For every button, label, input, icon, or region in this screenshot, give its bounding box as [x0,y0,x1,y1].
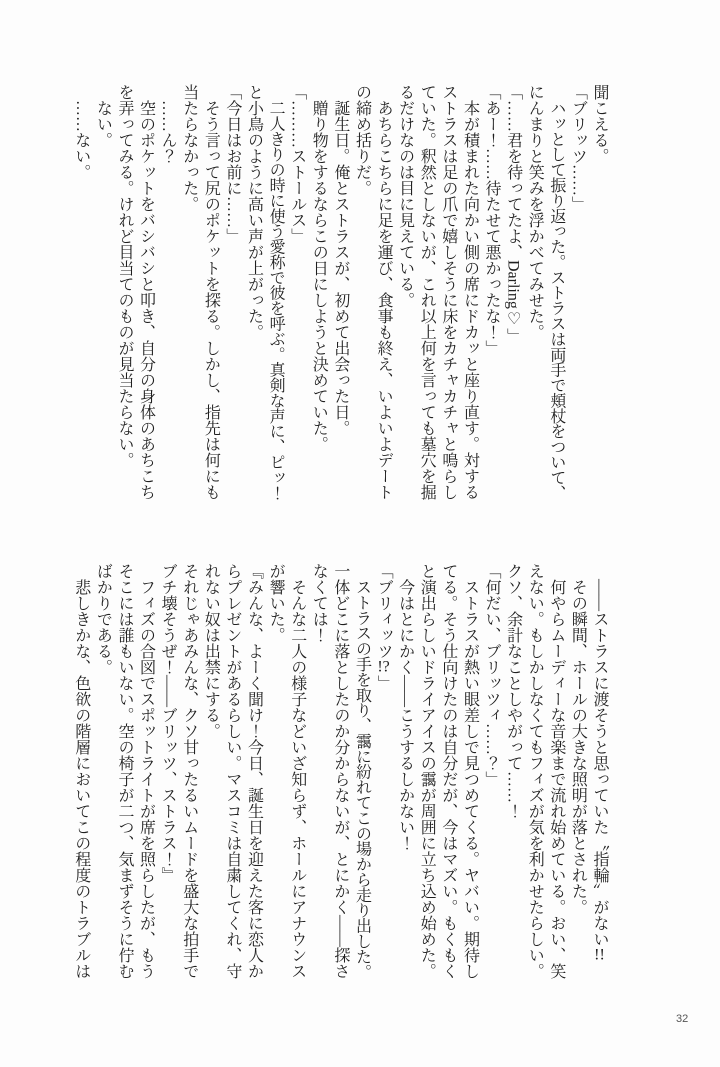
text-column: なくては！ [310,563,328,643]
text-column: と演出らしいドライアイスの靄が周囲に立ち込め始めた。 [418,563,436,979]
text-column: あちらこちらに足を運び、食事も終え、いよいよデート [375,100,393,500]
text-column: の締め括りだ。 [353,84,371,196]
text-column: ストラスは足の爪で嬉しそうに床をカチャカチャと鳴らし [439,84,457,500]
text-column: てる。そう仕向けたのは自分だが、今はマズい。もくもく [439,563,457,979]
text-column: らプレゼントがあるらしい。マスコミは自粛してくれ、守 [223,563,241,979]
text-column: それじゃあみんな、クソ甘ったるいムードを盛大な拍手で [180,563,198,979]
text-column: そう言って尻のポケットを探る。しかし、指先は何にも [202,100,220,500]
text-column: と小鳥のように高い声が上がった。 [245,84,263,340]
text-column: 聞こえる。 [591,84,608,164]
bottom-text-block [70,563,610,979]
text-column: 「あー！……待たせて悪かったな！」 [483,84,501,356]
text-column: 『みんな、よーく聞け！今日、誕生日を迎えた客に恋人か [245,563,263,979]
text-column: ていた。釈然としないが、これ以上何を言っても墓穴を掘 [418,84,436,500]
text-column: 二人きりの時に使う愛称で彼を呼ぶ。真剣な声に、ピッ！ [267,100,285,500]
text-column: クソ、余計なことしやがって……！ [504,563,522,819]
text-column: ない。 [94,100,112,148]
text-column: 「ブリッツ……」 [569,84,587,212]
top-text-block [70,84,610,500]
text-column: にんまりと笑みを浮かべてみせた。 [526,84,544,340]
text-column: 誕生日。俺とストラスが、初めて出会った日。 [331,100,349,436]
page-number: 32 [676,1013,689,1025]
text-column: 「ブリィッツ!?」 [375,563,393,691]
text-column: 「何だい、ブリッツィ……？」 [483,563,501,787]
text-column: 一体どこに落としたのか分からないが、とにかく――探さ [331,563,349,979]
text-column: 「……君を待ってたよ、Darling♡」 [504,84,522,344]
text-column: フィズの合図でスポットライトが席を照らしたが、もう [137,579,155,979]
text-column: 空のポケットをバシバシと叩き、自分の身体のあちこち [137,100,155,500]
text-column: 当たらなかった。 [180,84,198,212]
text-column: 何やらムーディーな音楽まで流れ始めている。おい、笑 [547,579,565,979]
tate-chu-yoko-mark: !! [594,947,605,963]
text-column: そこには誰もいない。空の椅子が二つ、気まずそうに佇む [115,563,133,979]
text-column: 悲しきかな、色欲の階層においてこの程度のトラブルは [72,579,90,979]
text-column: 本が積まれた向かい側の席にドカッと座り直す。対する [461,100,479,500]
text-column: 「今日はお前に……」 [223,84,241,244]
text-column: 贈り物をするならこの日にしようと決めていた。 [310,100,328,452]
text-column: が響いた。 [267,563,285,643]
text-column: れない奴は出禁にする。 [202,563,220,739]
text-column: ハッとして振り返った。ストラスは両手で頬杖をついて、 [547,100,565,500]
text-column: ストラスの手を取り、靄に紛れてこの場から走り出した。 [353,579,371,979]
text-column: 今はとにかく――こうするしかない！ [396,579,414,851]
tate-chu-yoko-mark: !? [377,659,390,675]
text-column: その瞬間、ホールの大きな照明が落とされた。 [569,579,587,915]
text-column: そんな二人の様子などいざ知らず、ホールにアナウンス [288,579,306,979]
text-column: ……ん？ [159,100,177,164]
text-column: ……ない。 [72,100,90,180]
text-column: るだけなのは目に見えている。 [396,84,414,308]
text-column: えない。もしかしなくてもフィズが気を利かせたらしい。 [526,563,544,979]
text-column: ストラスが熱い眼差しで見つめてくる。ヤバい。期待し [461,579,479,979]
text-column: 「………ストールス」 [288,84,306,244]
text-column: ブチ壊そうぜ！――ブリッツ、ストラス！』 [159,563,177,883]
text-column: ――ストラスに渡そうと思っていた〝指輪〟がない!! [591,579,608,963]
text-column: を弄ってみる。けれど目当てのものが見当たらない。 [115,84,133,468]
text-column: ばかりである。 [94,563,112,675]
